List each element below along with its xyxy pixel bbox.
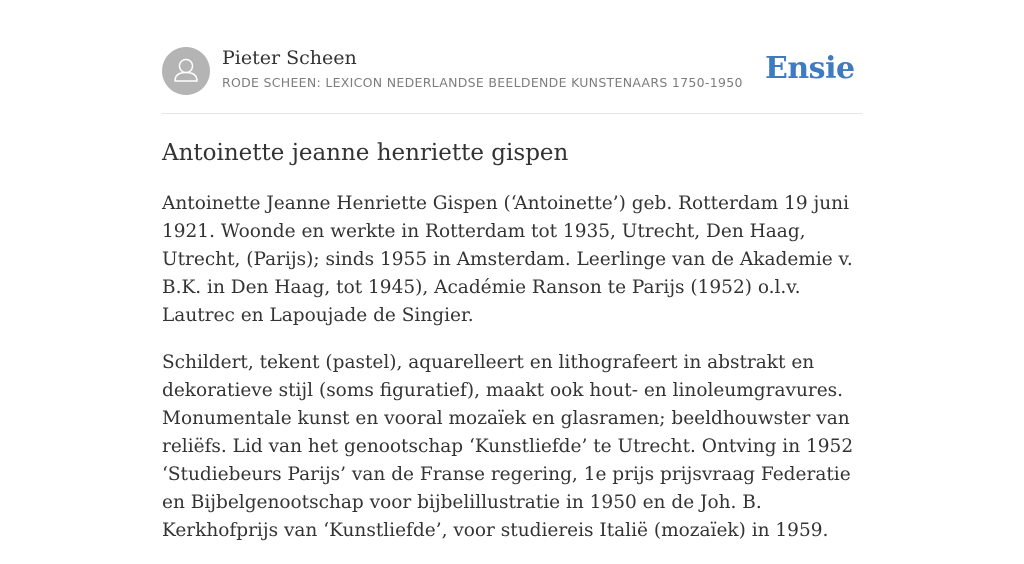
article-paragraph: Schildert, tekent (pastel), aquarelleert en lithografeert in abstrakt en dekoratieve stijl (soms figuratief), maakt ook hout- en linoleumgravures. Monumentale kunst en vooral mozaïek en glasramen; beeldhouwster van reliëfs. Lid van het genootschap ‘Kunstliefde’ te Utrecht. Ontving in 1952 ‘Studiebeurs Parijs’ van de Franse regering, 1e prijs prijsvraag Federatie en Bijbelgenootschap voor bijbelillustratie in 1950 en de Joh. B. Kerkhofprijs van ‘Kunstliefde’, voor studiereis Italië (mozaïek) in 1959. — [162, 352, 854, 541]
source-title[interactable]: RODE SCHEEN: LEXICON NEDERLANDSE BEELDENDE KUNSTENAARS 1750-1950 — [222, 75, 743, 90]
author-name[interactable]: Pieter Scheen — [222, 47, 357, 69]
article-paragraph: Antoinette Jeanne Henriette Gispen (‘Antoinette’) geb. Rotterdam 19 juni 1921. Woonde en werkte in Rotterdam tot 1935, Utrecht, Den Haag, Utrecht, (Parijs); sinds 1955 in Amsterdam. Leerlinge van de Akademie v. B.K. in Den Haag, tot 1945), Académie Ranson te Parijs (1952) o.l.v. Lautrec en Lapoujade de Singier. — [162, 193, 853, 326]
author-avatar[interactable] — [162, 47, 210, 95]
header-divider — [162, 113, 862, 114]
article-title: Antoinette jeanne henriette gispen — [162, 140, 569, 166]
article-body — [162, 190, 862, 564]
user-avatar-icon — [162, 47, 210, 95]
ensie-logo[interactable]: Ensie — [765, 51, 855, 86]
